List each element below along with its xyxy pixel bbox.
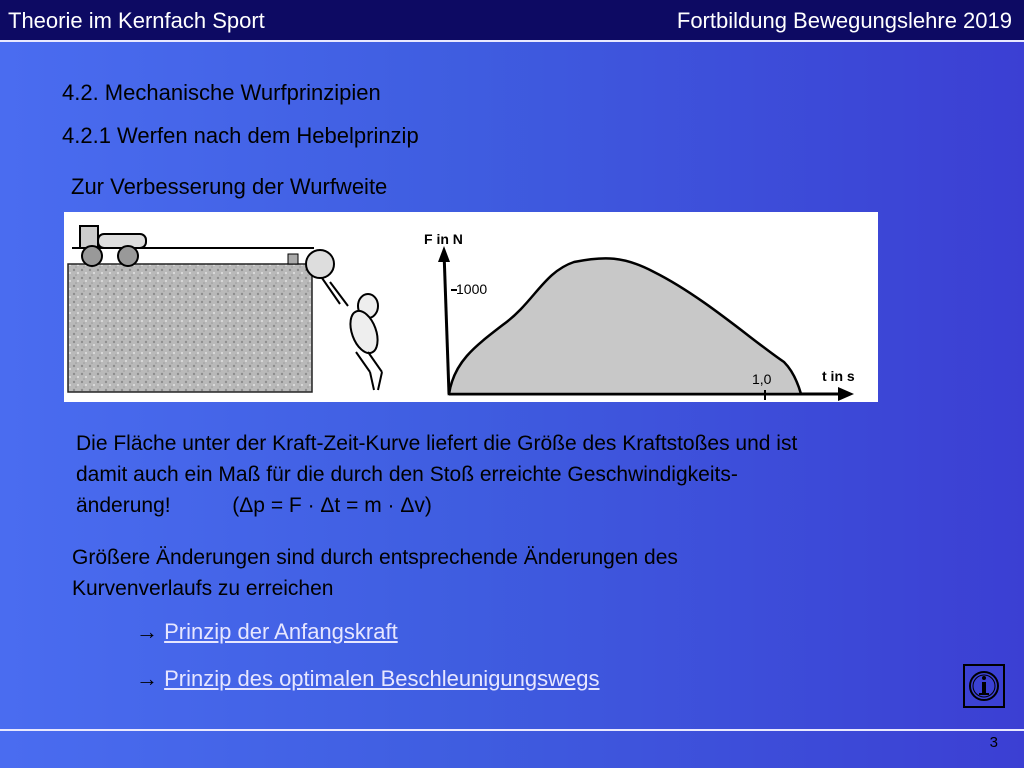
paragraph1-line3-start: änderung! (76, 494, 171, 517)
y-axis-label: F in N (424, 231, 463, 247)
x-tick-label: 1,0 (752, 371, 772, 387)
force-curve-area (449, 258, 801, 394)
arrow-right-icon: → (136, 666, 158, 691)
figure-svg (64, 212, 878, 402)
intro-text: Zur Verbesserung der Wurfweite (71, 174, 388, 199)
section-title: 4.2. Mechanische Wurfprinzipien (62, 80, 381, 105)
momentum-formula: (Δp = F · Δt = m · Δv) (232, 494, 432, 517)
page-number: 3 (989, 734, 998, 751)
paragraph-kraftstoss (76, 428, 976, 521)
pulley-wheel (306, 250, 334, 278)
link-row-anfangskraft (136, 619, 398, 645)
paragraph1-line1: Die Fläche unter der Kraft-Zeit-Kurve liefert die Größe des Kraftstoßes und ist (76, 432, 798, 455)
link-prinzip-anfangskraft[interactable]: Prinzip der Anfangskraft (164, 619, 398, 644)
header-right-title: Fortbildung Bewegungslehre 2019 (676, 8, 1012, 33)
y-axis (444, 252, 449, 394)
header-divider (0, 40, 1024, 42)
platform-block (68, 264, 312, 392)
rail-stop (288, 254, 298, 264)
y-axis-arrow (438, 246, 450, 262)
paragraph1-line3 (76, 490, 976, 521)
header-bar (0, 0, 1024, 40)
info-button[interactable] (963, 664, 1005, 708)
force-time-figure (64, 212, 878, 402)
paragraph2-line2: Kurvenverlaufs zu erreichen (72, 577, 334, 600)
x-axis-label: t in s (822, 368, 855, 384)
arrow-right-icon: → (136, 619, 158, 644)
subsection-title: 4.2.1 Werfen nach dem Hebelprinzip (62, 123, 419, 148)
paragraph1-line2: damit auch ein Maß für die durch den Stoß erreichte Geschwindigkeits- (76, 463, 738, 486)
footer-divider (0, 729, 1024, 731)
link-row-beschleunigungsweg (136, 666, 600, 692)
paragraph2-line1: Größere Änderungen sind durch entsprechende Änderungen des (72, 546, 678, 569)
paragraph-aenderungen (72, 542, 972, 604)
sled-cart (80, 226, 146, 266)
info-icon (965, 666, 1003, 706)
y-tick-label: 1000 (456, 281, 488, 297)
link-prinzip-beschleunigungsweg[interactable]: Prinzip des optimalen Beschleunigungswegs (164, 666, 600, 691)
header-left-title: Theorie im Kernfach Sport (8, 8, 265, 33)
x-axis-arrow (838, 387, 854, 401)
athlete-figure (322, 278, 383, 390)
